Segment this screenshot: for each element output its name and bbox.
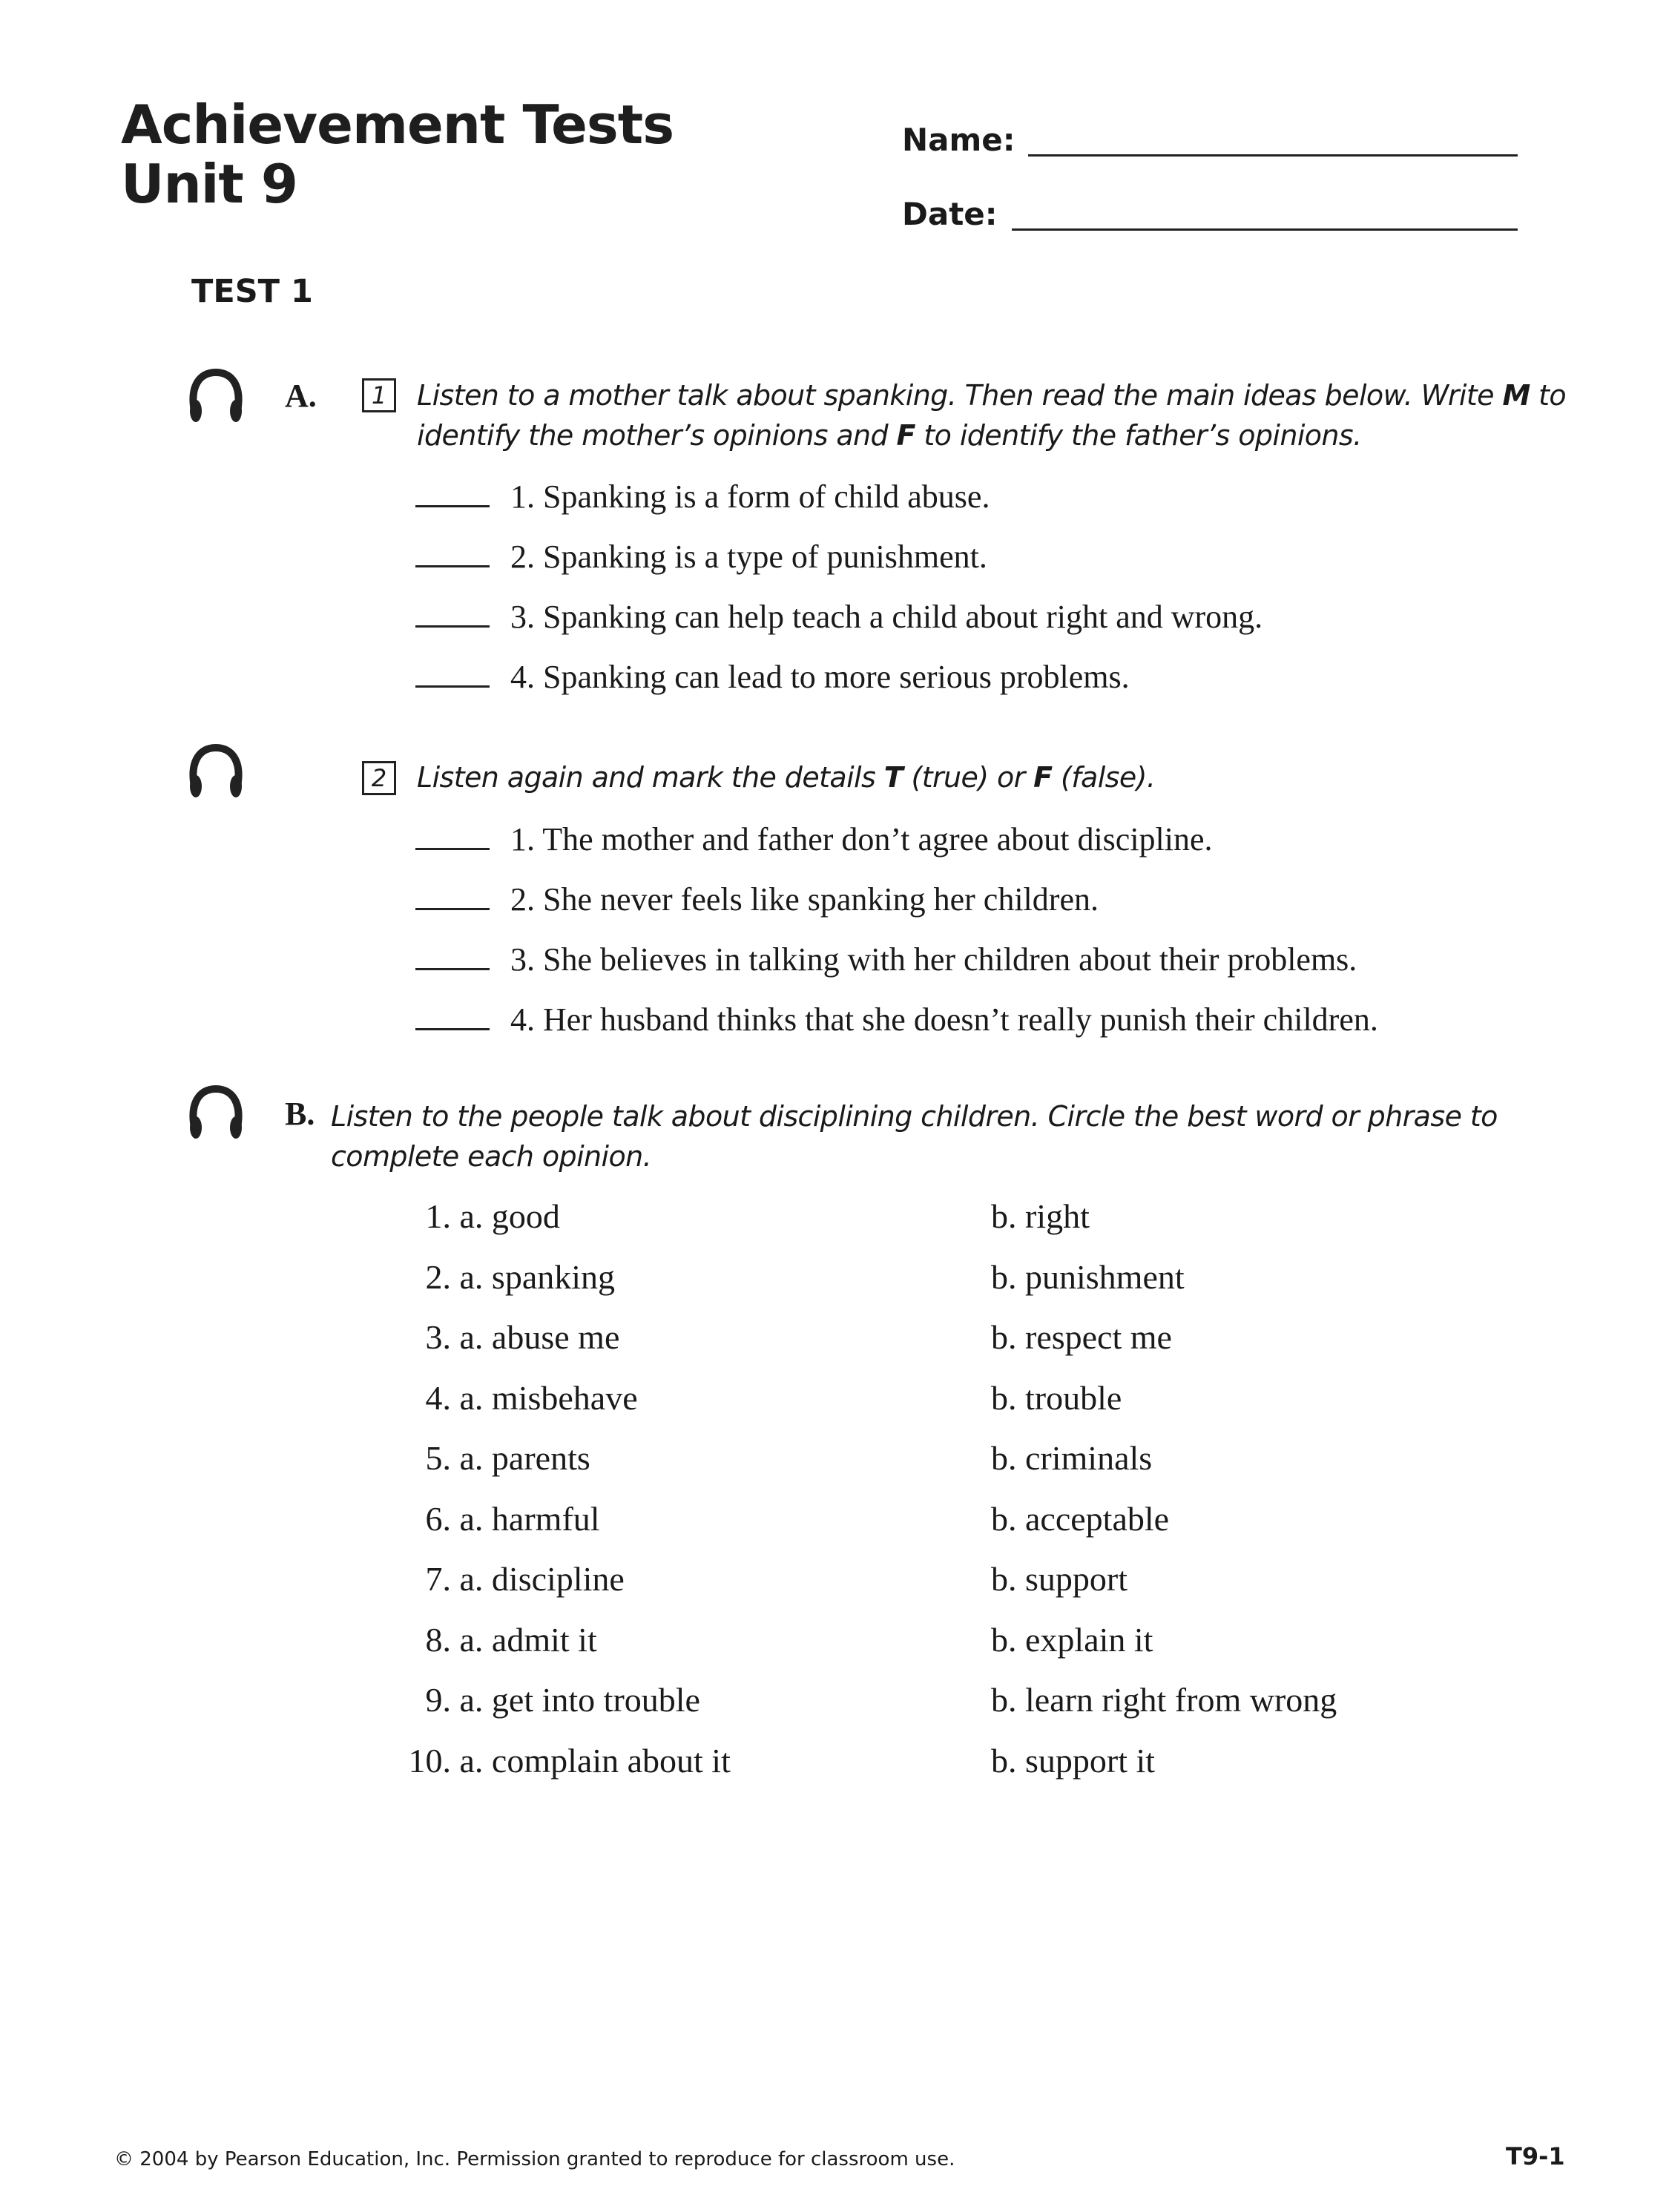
- choice-b[interactable]: b. support it: [991, 1742, 1156, 1780]
- answer-blank[interactable]: [415, 625, 490, 628]
- headphones-icon: [182, 740, 249, 807]
- list-item: 1. The mother and father don’t agree about discipline.: [415, 817, 1213, 862]
- list-item: 3. Spanking can help teach a child about right and wrong.: [415, 595, 1263, 639]
- date-field[interactable]: [902, 196, 998, 232]
- page-title: [121, 95, 674, 214]
- list-item: 4. Her husband thinks that she doesn’t really punish their children.: [415, 998, 1378, 1042]
- answer-blank[interactable]: [415, 908, 490, 910]
- part-1-number-box: 1: [362, 378, 396, 412]
- choice-a[interactable]: 8. a. admit it: [425, 1621, 597, 1659]
- part-2-number-box: 2: [362, 761, 396, 795]
- list-item: 2. Spanking is a type of punishment.: [415, 535, 987, 579]
- choice-a[interactable]: 3. a. abuse me: [425, 1318, 620, 1356]
- name-line[interactable]: [1028, 154, 1518, 157]
- choice-b[interactable]: b. acceptable: [991, 1500, 1170, 1538]
- choice-a[interactable]: 1. a. good: [425, 1197, 560, 1235]
- date-line[interactable]: [1012, 228, 1518, 231]
- answer-blank[interactable]: [415, 685, 490, 688]
- choice-b[interactable]: b. learn right from wrong: [991, 1681, 1337, 1719]
- headphones-icon: [182, 365, 249, 432]
- title-line-2: Unit 9: [121, 153, 297, 215]
- answer-blank[interactable]: [415, 848, 490, 850]
- name-label: Name:: [902, 122, 1015, 158]
- choice-b[interactable]: b. punishment: [991, 1258, 1185, 1296]
- date-label: Date:: [902, 196, 998, 232]
- list-item: 4. Spanking can lead to more serious problems.: [415, 655, 1130, 700]
- answer-blank[interactable]: [415, 1028, 490, 1030]
- section-b-instruction: Listen to the people talk about disciplining children. Circle the best word or phrase to complete each opinion.: [331, 1100, 1498, 1173]
- list-item: 1. Spanking is a form of child abuse.: [415, 475, 990, 519]
- section-a-part2-instruction: Listen again and mark the details T (true) or F (false).: [417, 761, 1156, 794]
- page-number: T9-1: [1506, 2142, 1565, 2170]
- list-item: 3. She believes in talking with her children about their problems.: [415, 938, 1357, 982]
- answer-blank[interactable]: [415, 505, 490, 507]
- section-a-letter: A.: [285, 378, 317, 414]
- choice-b[interactable]: b. explain it: [991, 1621, 1153, 1659]
- choice-a[interactable]: 4. a. misbehave: [425, 1379, 638, 1417]
- answer-blank[interactable]: [415, 565, 490, 567]
- list-item: 2. She never feels like spanking her children.: [415, 878, 1099, 922]
- section-a-part1-instruction: Listen to a mother talk about spanking. Then read the main ideas below. Write M to identify the mother’s opinions and F to identify the father’s opinions.: [417, 379, 1567, 452]
- choice-b[interactable]: b. support: [991, 1560, 1128, 1598]
- choice-a[interactable]: 9. a. get into trouble: [425, 1681, 700, 1719]
- choice-a[interactable]: 2. a. spanking: [425, 1258, 616, 1296]
- choice-a[interactable]: 6. a. harmful: [425, 1500, 600, 1538]
- name-field[interactable]: [902, 122, 1015, 158]
- choice-b[interactable]: b. criminals: [991, 1439, 1153, 1477]
- answer-blank[interactable]: [415, 968, 490, 970]
- title-line-1: Achievement Tests: [121, 93, 674, 156]
- choice-a[interactable]: 7. a. discipline: [425, 1560, 625, 1598]
- headphones-icon: [182, 1082, 249, 1148]
- choice-a[interactable]: 5. a. parents: [425, 1439, 590, 1477]
- choice-b[interactable]: b. respect me: [991, 1318, 1172, 1356]
- copyright-footer: © 2004 by Pearson Education, Inc. Permission granted to reproduce for classroom use.: [114, 2148, 955, 2170]
- test-label: TEST 1: [191, 273, 313, 310]
- choice-a[interactable]: 10. a. complain about it: [408, 1742, 731, 1780]
- choice-b[interactable]: b. right: [991, 1197, 1090, 1235]
- choice-b[interactable]: b. trouble: [991, 1379, 1122, 1417]
- section-b-letter: B.: [285, 1096, 315, 1132]
